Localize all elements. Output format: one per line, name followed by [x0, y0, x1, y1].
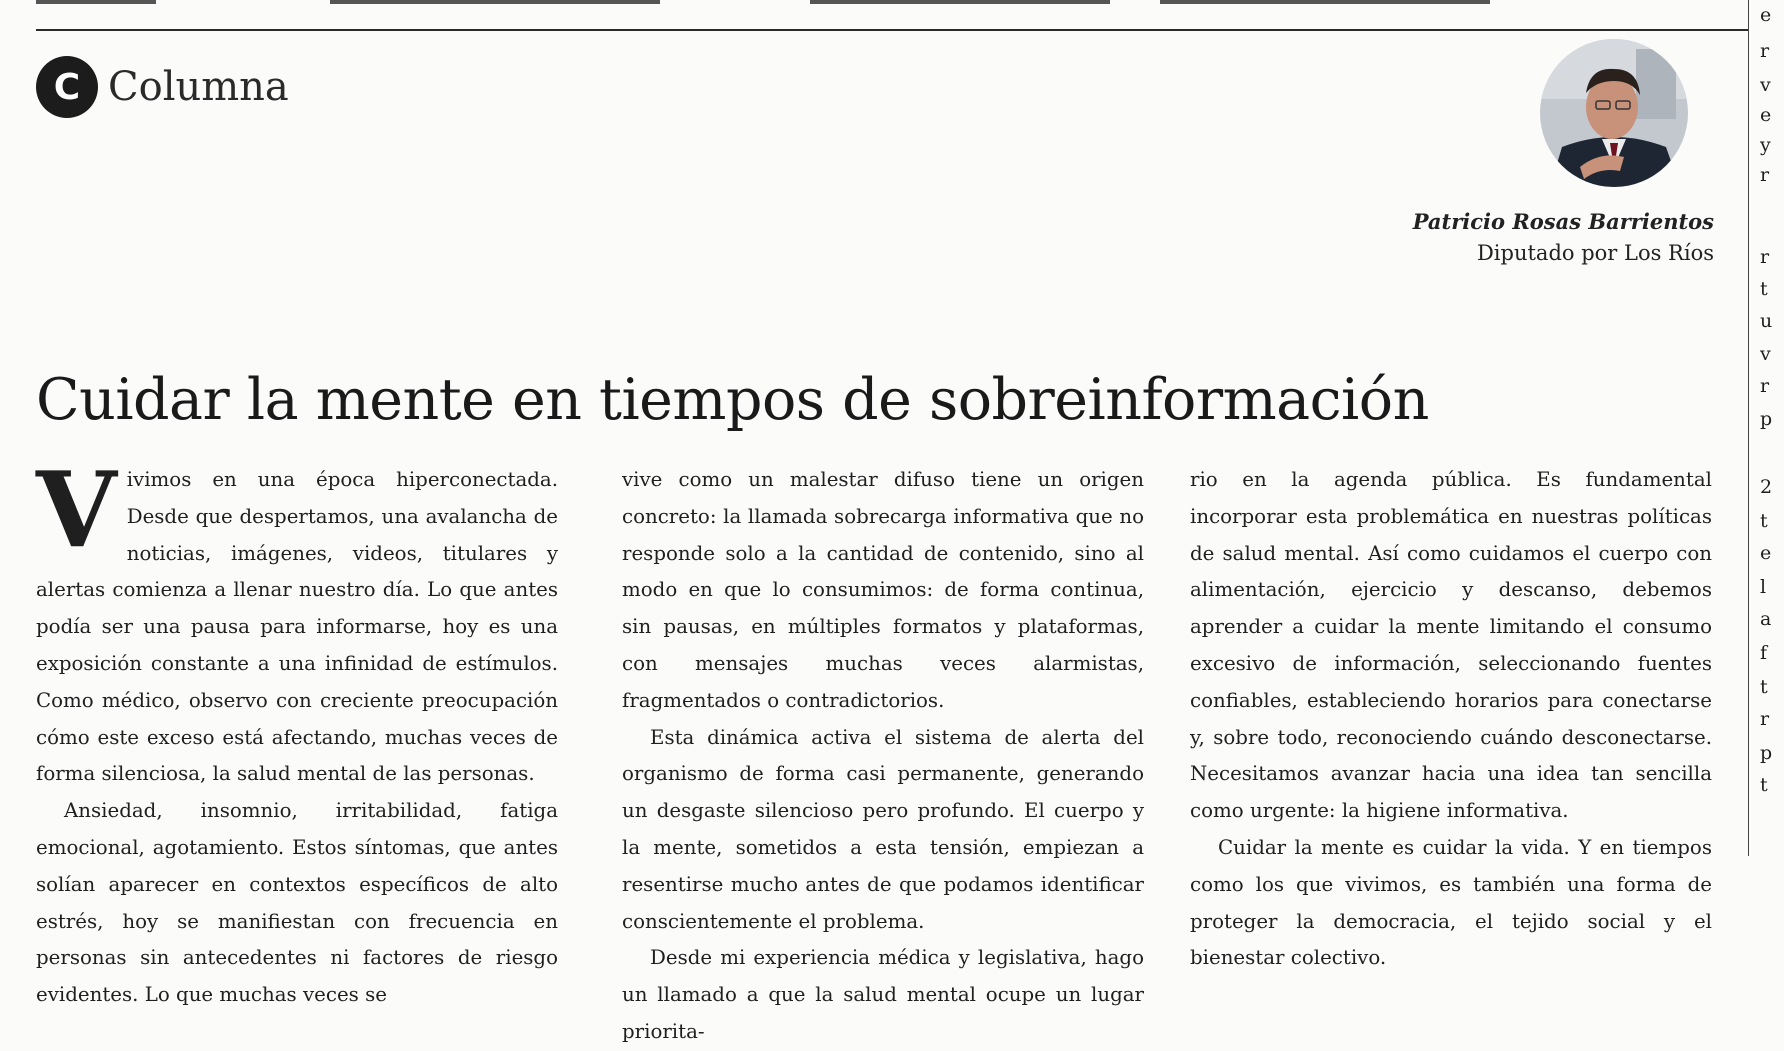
author-name: Patricio Rosas Barrientos: [1412, 209, 1714, 234]
cropped-letter: r: [1760, 40, 1770, 62]
cropped-text-fragment: [330, 0, 660, 4]
drop-cap: V: [36, 448, 117, 571]
body-column-2: [622, 462, 1144, 1051]
column-divider: [1748, 0, 1749, 856]
top-rule: [36, 29, 1748, 31]
cropped-letter: r: [1760, 164, 1770, 186]
cropped-text-fragment: [1160, 0, 1490, 4]
body-paragraph: vive como un malestar difuso tiene un origen concreto: la llamada sobrecarga informativa que no responde solo a la cantidad de contenido, sino al modo en que lo consumimos: de forma continua, sin pausas, en múltiples formatos y plataformas, con mensajes muchas veces alarmistas, fragmentados o contradictorios.: [622, 468, 1144, 712]
cropped-letter: r: [1760, 246, 1770, 268]
cropped-letter: y: [1760, 134, 1771, 156]
cropped-letter: t: [1760, 774, 1768, 796]
cropped-letter: r: [1760, 708, 1770, 730]
cropped-letter: r: [1760, 375, 1770, 397]
cropped-letter: e: [1760, 4, 1772, 26]
section-label: Columna: [108, 64, 289, 110]
section-header: [36, 56, 289, 118]
cropped-letter: p: [1760, 742, 1773, 764]
body-paragraph: rio en la agenda pública. Es fundamental incorporar esta problemática en nuestras políticas de salud mental. Así como cuidamos el cuerpo con alimentación, ejercicio y descanso, debemos aprender a cuidar la mente limitando el consumo excesivo de información, seleccionando fuentes confiables, estableciendo horarios para conectarse y, sobre todo, reconociendo cuándo desconectarse. Necesitamos avanzar hacia una idea tan sencilla como urgente: la higiene informativa.: [1190, 468, 1712, 823]
cropped-letter: u: [1760, 310, 1773, 332]
headline: Cuidar la mente en tiempos de sobreinformación: [36, 367, 1429, 433]
cropped-letter: v: [1760, 343, 1771, 365]
cropped-letter: t: [1760, 278, 1768, 300]
cropped-letter: p: [1760, 408, 1773, 430]
cropped-letter: l: [1760, 576, 1767, 598]
cropped-letter: v: [1760, 74, 1771, 96]
cropped-letter: t: [1760, 510, 1768, 532]
body-column-1: [36, 448, 558, 1014]
cropped-letter: a: [1760, 608, 1772, 630]
body-paragraph: Ansiedad, insomnio, irritabilidad, fatiga emocional, agotamiento. Estos síntomas, que antes solían aparecer en contextos específicos de alto estrés, hoy se manifiestan con frecuencia en personas sin antecedentes ni factores de riesgo evidentes. Lo que muchas veces se: [36, 799, 558, 1007]
author-photo: [1540, 39, 1688, 187]
cropped-letter: 2: [1760, 476, 1773, 498]
cropped-letter: t: [1760, 676, 1768, 698]
cropped-text-fragment: [810, 0, 1110, 4]
cropped-text-fragment: [36, 0, 156, 4]
body-paragraph: Desde mi experiencia médica y legislativa, hago un llamado a que la salud mental ocupe un lugar priorita-: [622, 946, 1144, 1043]
body-paragraph: Vivimos en una época hiperconectada. Desde que despertamos, una avalancha de noticias, imágenes, videos, titulares y alertas comienza a llenar nuestro día. Lo que antes podía ser una pausa para informarse, hoy es una exposición constante a una infinidad de estímulos. Como médico, observo con creciente preocupación cómo este exceso está afectando, muchas veces de forma silenciosa, la salud mental de las personas.: [36, 448, 558, 786]
next-article-column: [1760, 0, 1784, 856]
cropped-letter: e: [1760, 104, 1772, 126]
byline: [1413, 208, 1714, 270]
body-paragraph: Esta dinámica activa el sistema de alerta del organismo de forma casi permanente, generando un desgaste silencioso pero profundo. El cuerpo y la mente, sometidos a esta tensión, empiezan a resentirse mucho antes de que podamos identificar conscientemente el problema.: [622, 725, 1144, 933]
body-paragraph: Cuidar la mente es cuidar la vida. Y en tiempos como los que vivimos, es también una forma de proteger la democracia, el tejido social y el bienestar colectivo.: [1190, 835, 1712, 970]
body-column-3: [1190, 462, 1712, 977]
author-role: Diputado por Los Ríos: [1476, 241, 1714, 265]
cropped-letter: f: [1760, 642, 1768, 664]
cropped-letter: e: [1760, 542, 1772, 564]
section-badge: C: [36, 56, 98, 118]
